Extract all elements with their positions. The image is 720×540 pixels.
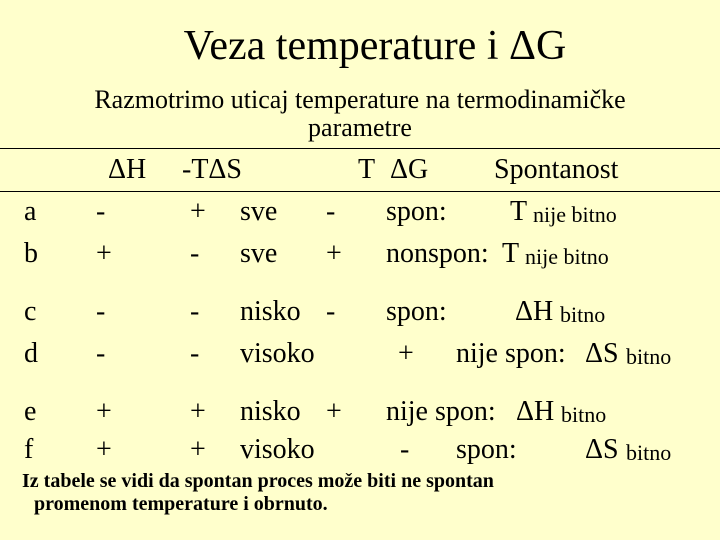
row-label: e	[24, 396, 37, 427]
row-label: a	[24, 196, 37, 227]
cell-spont: spon:	[456, 434, 517, 465]
table-header	[0, 148, 720, 192]
cell-dh: -	[96, 196, 106, 227]
cell-dh: +	[96, 434, 112, 465]
header-spontanost: Spontanost	[494, 154, 619, 185]
cell-t: visoko	[240, 338, 315, 369]
header-tds: -TΔS	[182, 154, 243, 185]
cell-dh: -	[96, 296, 106, 327]
cell-tds: -	[190, 296, 200, 327]
cell-t: visoko	[240, 434, 315, 465]
cell-spont: spon:	[386, 196, 447, 227]
cell-spont-symbol: ΔS	[585, 338, 619, 369]
cell-spont-symbol: ΔS	[585, 434, 619, 465]
header-t: T	[358, 154, 376, 185]
row-label: b	[24, 238, 38, 269]
header-dh: ΔH	[108, 154, 147, 185]
conclusion-text	[22, 470, 622, 516]
cell-spont-note: bitno	[561, 402, 607, 427]
cell-dh: +	[96, 238, 112, 269]
cell-dg: -	[326, 296, 336, 327]
cell-t: nisko	[240, 296, 301, 327]
cell-dg: +	[326, 238, 342, 269]
cell-spont-symbol: ΔH	[516, 396, 555, 427]
cell-spont-note: bitno	[626, 440, 672, 465]
row-label: c	[24, 296, 37, 327]
cell-spont-t: T	[502, 238, 520, 269]
header-dg: ΔG	[390, 154, 429, 185]
cell-dh: -	[96, 338, 106, 369]
cell-spont: nije spon:	[386, 396, 496, 427]
cell-tds: -	[190, 338, 200, 369]
cell-spont: nije spon:	[456, 338, 566, 369]
cell-t: sve	[240, 196, 278, 227]
cell-spont-note: nije bitno	[533, 202, 617, 227]
slide-title: Veza temperature i ΔG	[183, 23, 567, 69]
cell-tds: +	[190, 396, 206, 427]
row-label: d	[24, 338, 38, 369]
cell-dg: +	[398, 338, 414, 369]
cell-spont-symbol: ΔH	[515, 296, 554, 327]
cell-spont-note: bitno	[560, 302, 606, 327]
cell-tds: -	[190, 238, 200, 269]
cell-spont: nonspon:	[386, 238, 489, 269]
cell-tds: +	[190, 434, 206, 465]
cell-spont-t: T	[510, 196, 528, 227]
conclusion-line-2: promenom temperature i obrnuto.	[34, 493, 328, 515]
cell-dh: +	[96, 396, 112, 427]
row-label: f	[24, 434, 34, 465]
cell-dg: -	[326, 196, 336, 227]
slide-subtitle: Razmotrimo uticaj temperature na termodinamičke parametre	[94, 85, 626, 142]
cell-spont-note: bitno	[626, 344, 672, 369]
cell-tds: +	[190, 196, 206, 227]
table-row-cd	[0, 296, 720, 396]
cell-dg: -	[400, 434, 410, 465]
conclusion-line-1: Iz tabele se vidi da spontan proces može biti ne spontan	[22, 470, 494, 492]
cell-t: nisko	[240, 396, 301, 427]
cell-spont: spon:	[386, 296, 447, 327]
table-row-ab	[0, 196, 720, 296]
cell-dg: +	[326, 396, 342, 427]
cell-t: sve	[240, 238, 278, 269]
cell-spont-note: nije bitno	[525, 244, 609, 269]
